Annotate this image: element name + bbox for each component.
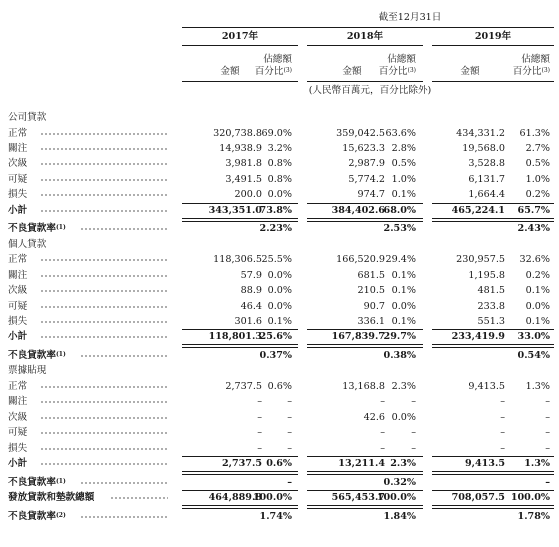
- table-cell: 1,195.8: [468, 269, 505, 281]
- table-cell: 3,491.5: [225, 173, 262, 185]
- dot-leader: [40, 306, 168, 308]
- dot-leader: [40, 401, 168, 403]
- table-cell: 118,306.5: [213, 254, 262, 266]
- table-cell: 65.7%: [517, 204, 550, 216]
- table-cell: 2,737.5: [221, 458, 262, 469]
- col-pct-header-line2: [366, 66, 416, 78]
- subtotal-rule-above: [432, 203, 554, 204]
- row-label: [8, 350, 66, 362]
- subtotal-rule-above: [432, 329, 554, 330]
- dot-leader: [40, 290, 168, 292]
- table-cell: 974.7: [357, 189, 385, 201]
- subtotal-rule-above: [307, 456, 423, 457]
- subtotal-rule-above: [182, 490, 298, 491]
- table-cell: 233.8: [477, 300, 505, 312]
- table-cell: 25.6%: [259, 331, 292, 343]
- table-cell: 359,042.5: [336, 127, 385, 139]
- dot-leader: [80, 516, 168, 518]
- table-cell: 15,623.3: [342, 143, 385, 154]
- table-cell: 0.0%: [391, 300, 416, 312]
- dot-leader: [40, 194, 168, 196]
- table-cell: 0.2%: [525, 189, 550, 201]
- row-label: [8, 270, 27, 282]
- dot-leader: [80, 355, 168, 357]
- table-cell: 33.0%: [517, 331, 550, 343]
- table-cell: 0.8%: [267, 158, 292, 170]
- row-label-text: 不良貸款率: [8, 510, 56, 522]
- row-label: [8, 301, 27, 313]
- table-cell: 0.0%: [525, 300, 550, 312]
- table-cell: 90.7: [363, 300, 385, 312]
- table-cell: 100.0%: [252, 492, 292, 504]
- table-cell: –: [411, 442, 416, 454]
- row-label-text: 公司貸款: [8, 112, 47, 123]
- table-cell: 2.23%: [259, 223, 292, 235]
- table-cell: 0.1%: [391, 285, 416, 297]
- table-cell: 1.0%: [525, 173, 550, 185]
- section-heading: [8, 239, 46, 251]
- row-label-text: 次級: [8, 285, 28, 297]
- table-cell: –: [287, 411, 292, 423]
- col-header-rule: [182, 81, 298, 82]
- row-label-text: 損失: [8, 315, 28, 327]
- table-cell: 61.3%: [519, 127, 550, 139]
- row-label: [8, 205, 27, 217]
- dot-leader: [40, 133, 168, 135]
- section-heading: [8, 365, 46, 377]
- row-label: [8, 443, 27, 455]
- subtotal-rule-above: [307, 329, 423, 330]
- dot-leader: [40, 148, 168, 150]
- col-pct-header-line2: [492, 66, 550, 78]
- subtotal-rule-above: [307, 490, 423, 491]
- row-label: [8, 128, 27, 140]
- year-2017: 2017年: [221, 31, 259, 42]
- col-amount-header: 金額: [460, 66, 480, 77]
- subtotal-rule-below: [432, 344, 554, 348]
- row-label-text: 次級: [8, 158, 28, 170]
- row-label: [8, 427, 27, 439]
- table-cell: 2.3%: [390, 458, 416, 469]
- subtotal-rule-below: [307, 505, 423, 509]
- col-pct-header-text: 百分比: [512, 66, 542, 77]
- table-cell: –: [500, 442, 505, 454]
- table-cell: 100.0%: [376, 492, 416, 504]
- table-cell: 1.3%: [524, 458, 550, 469]
- table-cell: 230,957.5: [456, 254, 505, 266]
- subtotal-rule-above: [182, 329, 298, 330]
- table-cell: 1.0%: [391, 173, 416, 185]
- table-cell: 0.1%: [391, 189, 416, 201]
- table-cell: 0.5%: [391, 158, 416, 170]
- table-cell: 3,528.8: [468, 158, 505, 170]
- row-label-text: 不良貸款率: [8, 476, 56, 488]
- row-label: [8, 254, 27, 266]
- row-label: [8, 285, 27, 297]
- row-label-text: 關注: [8, 269, 28, 281]
- table-cell: 42.6: [363, 411, 385, 423]
- dot-leader: [40, 210, 168, 212]
- table-cell: 2.3%: [391, 381, 416, 392]
- row-label-text: 正常: [8, 254, 28, 266]
- table-cell: 25.5%: [261, 254, 292, 266]
- table-cell: –: [287, 442, 292, 454]
- row-label-text: 損失: [8, 442, 28, 454]
- dot-leader: [40, 321, 168, 323]
- row-label-text: 關注: [8, 143, 28, 154]
- table-cell: 301.6: [234, 315, 262, 327]
- col-pct-header-footnote: (3): [407, 67, 416, 74]
- table-cell: –: [257, 427, 262, 439]
- table-cell: 69.0%: [261, 127, 292, 139]
- table-cell: –: [545, 396, 550, 408]
- table-cell: 63.6%: [385, 127, 416, 139]
- year-2019: 2019年: [474, 31, 512, 42]
- table-cell: –: [545, 476, 550, 488]
- table-cell: 1,664.4: [468, 189, 505, 201]
- table-cell: 0.0%: [267, 269, 292, 281]
- table-cell: 0.1%: [525, 315, 550, 327]
- table-cell: 0.32%: [383, 476, 416, 488]
- table-cell: 565,453.7: [331, 492, 385, 504]
- table-cell: 1.74%: [259, 510, 292, 522]
- table-cell: 3,981.8: [225, 158, 262, 170]
- table-cell: –: [257, 411, 262, 423]
- row-label: [8, 381, 27, 393]
- subtotal-rule-above: [432, 490, 554, 491]
- table-cell: 29.7%: [383, 331, 416, 343]
- row-label-text: 不良貸款率: [8, 349, 56, 361]
- row-label-text: 次級: [8, 411, 28, 423]
- dot-leader: [40, 448, 168, 450]
- table-cell: 0.8%: [267, 173, 292, 185]
- table-cell: 0.6%: [266, 458, 292, 469]
- table-cell: 3.2%: [267, 143, 292, 154]
- table-cell: –: [411, 396, 416, 408]
- subtotal-rule-above: [182, 203, 298, 204]
- table-cell: –: [380, 442, 385, 454]
- row-label-text: 可疑: [8, 173, 28, 185]
- subtotal-rule-above: [432, 456, 554, 457]
- table-cell: –: [380, 396, 385, 408]
- table-cell: 2.7%: [525, 143, 550, 154]
- footnote-marker: (1): [55, 350, 66, 358]
- col-header-rule: [432, 81, 554, 82]
- row-label: [8, 412, 27, 424]
- subtotal-rule-below: [307, 344, 423, 348]
- col-pct-header-text: 百分比: [378, 66, 408, 77]
- table-cell: 551.3: [477, 315, 505, 327]
- year-rule-2019: [432, 45, 554, 46]
- table-cell: –: [257, 442, 262, 454]
- unit-note: (人民幣百萬元，百分比除外): [308, 85, 432, 96]
- table-cell: 14,938.9: [219, 143, 262, 154]
- table-cell: 681.5: [357, 269, 385, 281]
- row-label: [8, 158, 27, 170]
- year-rule-2017: [182, 45, 298, 46]
- subtotal-rule-below: [182, 471, 298, 475]
- table-cell: 167,839.7: [331, 331, 385, 343]
- table-cell: 0.0%: [267, 189, 292, 201]
- row-label-text: 關注: [8, 396, 28, 408]
- footnote-marker: (1): [55, 477, 66, 485]
- footnote-marker: (2): [55, 511, 66, 519]
- table-cell: 1.84%: [383, 510, 416, 522]
- table-cell: 1.3%: [525, 381, 550, 392]
- footnote-marker: (1): [55, 224, 66, 232]
- table-cell: 166,520.9: [336, 254, 385, 266]
- dot-leader: [40, 163, 168, 165]
- table-cell: 343,351.0: [208, 204, 262, 216]
- table-cell: 57.9: [240, 269, 262, 281]
- subtotal-rule-below: [307, 218, 423, 222]
- row-label-text: 損失: [8, 189, 28, 201]
- row-label: [8, 316, 27, 328]
- col-amount-header: 金額: [342, 66, 362, 77]
- dot-leader: [40, 275, 168, 277]
- table-cell: –: [411, 427, 416, 439]
- table-cell: 46.4: [240, 300, 262, 312]
- table-cell: 384,402.6: [331, 204, 385, 216]
- row-label: [8, 189, 27, 201]
- table-cell: 233,419.9: [451, 331, 505, 343]
- table-cell: 0.1%: [391, 269, 416, 281]
- col-pct-header-line1: 佔總額: [263, 54, 292, 65]
- table-cell: –: [545, 442, 550, 454]
- dot-leader: [40, 463, 168, 465]
- dot-leader: [40, 179, 168, 181]
- col-pct-header-footnote: (3): [283, 67, 292, 74]
- period-header: 截至12月31日: [378, 12, 442, 23]
- table-cell: 0.6%: [267, 381, 292, 392]
- table-cell: 0.0%: [391, 411, 416, 423]
- table-cell: 2,987.9: [348, 158, 385, 170]
- table-cell: 6,131.7: [468, 173, 505, 185]
- subtotal-rule-below: [432, 505, 554, 509]
- table-cell: 32.6%: [519, 254, 550, 266]
- table-cell: 0.1%: [525, 285, 550, 297]
- table-cell: 0.0%: [267, 300, 292, 312]
- col-pct-header-footnote: (3): [541, 67, 550, 74]
- subtotal-rule-below: [182, 505, 298, 509]
- subtotal-rule-below: [432, 471, 554, 475]
- col-pct-header-line2: [242, 66, 292, 78]
- table-cell: 2.53%: [383, 223, 416, 235]
- dot-leader: [110, 497, 168, 499]
- table-cell: 9,413.5: [464, 458, 505, 469]
- table-cell: –: [287, 476, 292, 488]
- row-label: [8, 174, 27, 186]
- table-cell: 2,737.5: [225, 381, 262, 392]
- row-label: [8, 223, 66, 235]
- table-cell: 9,413.5: [468, 381, 505, 392]
- subtotal-rule-below: [182, 218, 298, 222]
- table-cell: –: [380, 427, 385, 439]
- row-label-text: 發放貸款和墊款總額: [8, 492, 95, 504]
- row-label-text: 正常: [8, 127, 28, 139]
- col-header-rule: [307, 81, 423, 82]
- table-cell: 200.0: [234, 189, 262, 201]
- table-cell: 100.0%: [510, 492, 550, 504]
- table-cell: 210.5: [357, 285, 385, 297]
- table-cell: 13,168.8: [342, 381, 385, 392]
- table-cell: 0.37%: [259, 349, 292, 361]
- col-pct-header-line1: 佔總額: [387, 54, 416, 65]
- row-label-text: 個人貸款: [8, 238, 47, 250]
- table-cell: 88.9: [240, 285, 262, 297]
- table-cell: 13,211.4: [338, 458, 385, 469]
- col-amount-header: 金額: [220, 66, 240, 77]
- subtotal-rule-below: [432, 218, 554, 222]
- dot-leader: [80, 482, 168, 484]
- table-cell: 481.5: [477, 285, 505, 297]
- row-label-text: 小計: [8, 458, 28, 469]
- table-cell: 73.8%: [259, 204, 292, 216]
- row-label-text: 票據貼現: [8, 365, 47, 377]
- table-cell: –: [257, 396, 262, 408]
- row-label-text: 小計: [8, 331, 28, 343]
- table-cell: 19,568.0: [462, 143, 505, 154]
- row-label: [8, 477, 66, 489]
- table-cell: 434,331.2: [456, 127, 505, 139]
- subtotal-rule-above: [182, 456, 298, 457]
- row-label-text: 不良貸款率: [8, 223, 56, 235]
- table-cell: 0.0%: [267, 285, 292, 297]
- dot-leader: [40, 336, 168, 338]
- row-label-text: 小計: [8, 204, 28, 216]
- dot-leader: [40, 386, 168, 388]
- table-cell: 0.2%: [525, 269, 550, 281]
- year-rule-2018: [307, 45, 423, 46]
- table-cell: –: [287, 396, 292, 408]
- row-label-text: 正常: [8, 381, 28, 392]
- dot-leader: [80, 228, 168, 230]
- section-heading: [8, 112, 46, 124]
- col-pct-header-text: 百分比: [254, 66, 284, 77]
- table-cell: 1.78%: [517, 510, 550, 522]
- subtotal-rule-above: [307, 203, 423, 204]
- table-cell: 2.8%: [391, 143, 416, 154]
- subtotal-rule-below: [307, 471, 423, 475]
- subtotal-rule-below: [182, 344, 298, 348]
- row-label-text: 可疑: [8, 300, 28, 312]
- row-label-text: 可疑: [8, 427, 28, 439]
- table-cell: 465,224.1: [451, 204, 505, 216]
- dot-leader: [40, 417, 168, 419]
- table-cell: –: [500, 396, 505, 408]
- table-cell: 5,774.2: [348, 173, 385, 185]
- table-cell: 0.1%: [391, 315, 416, 327]
- table-cell: 708,057.5: [451, 492, 505, 504]
- dot-leader: [40, 432, 168, 434]
- table-cell: 0.54%: [517, 349, 550, 361]
- row-label: [8, 492, 94, 504]
- table-cell: 0.1%: [267, 315, 292, 327]
- table-cell: 2.43%: [517, 223, 550, 235]
- table-cell: –: [545, 411, 550, 423]
- table-cell: –: [500, 411, 505, 423]
- table-cell: 68.0%: [383, 204, 416, 216]
- table-cell: 29.4%: [385, 254, 416, 266]
- table-cell: –: [500, 427, 505, 439]
- dot-leader: [40, 259, 168, 261]
- year-2018: 2018年: [346, 31, 384, 42]
- row-label: [8, 143, 27, 155]
- table-cell: 336.1: [357, 315, 385, 327]
- table-cell: 118,801.3: [208, 331, 262, 343]
- table-cell: 464,889.8: [208, 492, 262, 504]
- table-cell: –: [287, 427, 292, 439]
- row-label: [8, 396, 27, 408]
- table-cell: 0.38%: [383, 349, 416, 361]
- row-label: [8, 511, 66, 523]
- row-label: [8, 331, 27, 343]
- row-label: [8, 458, 27, 470]
- table-cell: 320,738.8: [213, 127, 262, 139]
- period-rule: [182, 27, 554, 28]
- table-cell: 0.5%: [525, 158, 550, 170]
- col-pct-header-line1: 佔總額: [521, 54, 550, 65]
- table-cell: –: [545, 427, 550, 439]
